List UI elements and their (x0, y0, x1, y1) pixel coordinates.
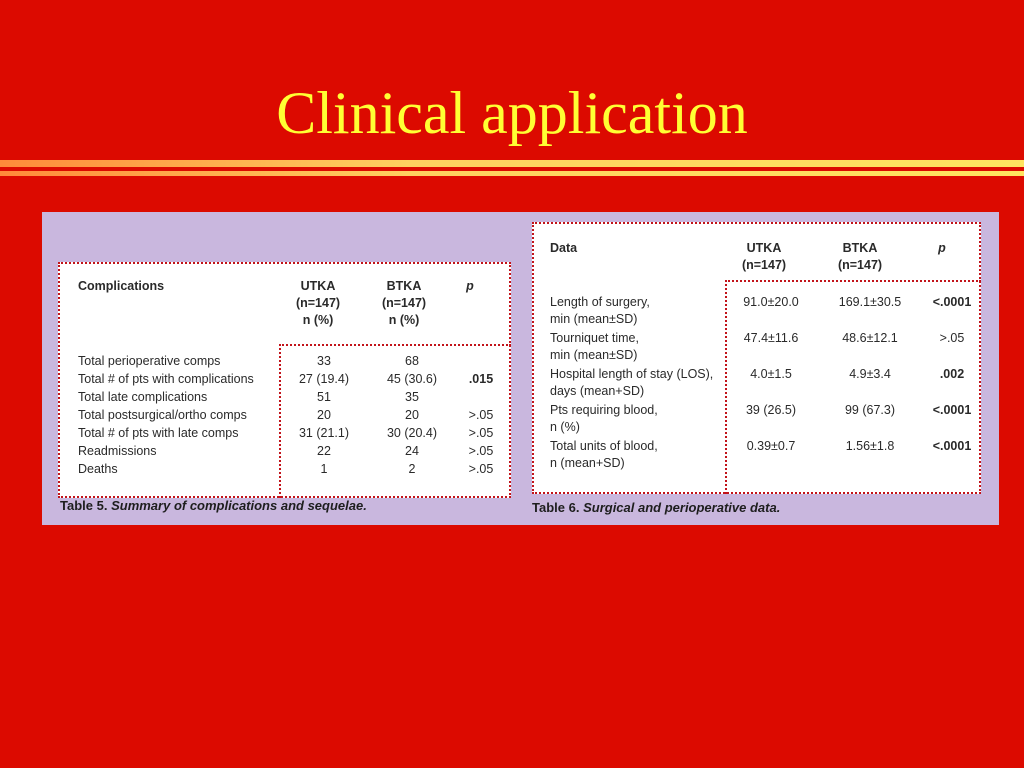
table-5-row-label: Deaths (78, 462, 118, 476)
table-5-row-utka: 33 (317, 354, 331, 368)
table-6-row-utka: 47.4±11.6 (743, 331, 799, 345)
table-6-header-btka: BTKA (n=147) (837, 241, 883, 272)
table-5-row-btka: 24 (405, 444, 419, 458)
table-6-row-label: Tourniquet time, min (mean±SD) (550, 331, 639, 362)
table-5-row-btka: 35 (405, 390, 419, 404)
title-divider-bottom (0, 171, 1024, 176)
table-5-row-btka: 20 (405, 408, 419, 422)
table-row (550, 294, 970, 330)
table-6-row-utka: 4.0±1.5 (750, 367, 792, 381)
table-6-header-data: Data (550, 241, 578, 255)
table-row (78, 352, 498, 370)
table-row (78, 442, 498, 460)
table-6-row-p: .002 (939, 367, 965, 381)
table-6-row-btka: 48.6±12.1 (842, 331, 898, 345)
table-5-row-utka: 22 (317, 444, 331, 458)
table-6-row-label: Hospital length of stay (LOS), days (mean+SD) (550, 367, 714, 398)
table-5-row-btka: 68 (405, 354, 419, 368)
table-5-row-label: Total # of pts with complications (78, 372, 254, 386)
table-5-row-btka: 30 (20.4) (386, 426, 438, 440)
table-6-row-utka: 39 (26.5) (745, 403, 797, 417)
table-6-row-utka: 0.39±0.7 (746, 439, 796, 453)
table-row (550, 402, 970, 438)
table-5-row-label: Total perioperative comps (78, 354, 221, 368)
table-5-row-p: >.05 (468, 426, 494, 440)
table-5-row-p: >.05 (468, 408, 494, 422)
table-5-row-p: .015 (468, 372, 494, 386)
title-divider-top (0, 160, 1024, 167)
table-row (550, 330, 970, 366)
table-5-row-utka: 1 (320, 462, 328, 476)
table-row (550, 438, 970, 474)
table-6-row-btka: 99 (67.3) (844, 403, 896, 417)
table-6 (532, 222, 981, 494)
table-6-row-label: Length of surgery, min (mean±SD) (550, 295, 650, 326)
table-6-caption-text: Surgical and perioperative data. (583, 500, 781, 515)
table-row (78, 460, 498, 478)
table-5-row-btka: 45 (30.6) (386, 372, 438, 386)
table-6-header-p: p (938, 241, 946, 255)
table-5-header-p: p (466, 279, 474, 293)
table-5-row-label: Readmissions (78, 444, 157, 458)
table-6-row-btka: 4.9±3.4 (849, 367, 891, 381)
table-5-row-label: Total # of pts with late comps (78, 426, 239, 440)
table-5-caption (60, 498, 367, 513)
table-5-header-utka: UTKA (n=147) n (%) (295, 279, 341, 327)
table-6-row-p: <.0001 (932, 295, 972, 309)
table-5-header-btka: BTKA (n=147) n (%) (381, 279, 427, 327)
table-6-row-utka: 91.0±20.0 (743, 295, 799, 309)
table-6-caption-label: Table 6. (532, 500, 580, 515)
table-5-row-label: Total late complications (78, 390, 208, 404)
table-5-row-btka: 2 (408, 462, 416, 476)
table-5-row-utka: 20 (317, 408, 331, 422)
table-5-row-utka: 51 (317, 390, 331, 404)
table-6-row-p: <.0001 (932, 439, 972, 453)
table-6-caption (532, 500, 780, 515)
table-6-divider-horizontal (725, 280, 981, 282)
table-5-caption-label: Table 5. (60, 498, 108, 513)
table-6-row-btka: 169.1±30.5 (838, 295, 902, 309)
table-5-divider-horizontal (279, 344, 511, 346)
table-6-header-utka: UTKA (n=147) (741, 241, 787, 272)
table-5-row-utka: 31 (21.1) (298, 426, 350, 440)
table-6-body (550, 294, 970, 474)
table-figure (42, 212, 999, 525)
table-6-row-label: Total units of blood, n (mean+SD) (550, 439, 658, 470)
table-6-row-p: <.0001 (932, 403, 972, 417)
table-5-body (78, 352, 498, 478)
slide-title: Clinical application (276, 80, 748, 146)
table-6-row-label: Pts requiring blood, n (%) (550, 403, 658, 434)
table-6-row-p: >.05 (939, 331, 965, 345)
table-5-row-p: >.05 (468, 462, 494, 476)
table-5-row-p: >.05 (468, 444, 494, 458)
table-5 (58, 262, 511, 498)
table-6-row-btka: 1.56±1.8 (845, 439, 895, 453)
table-5-caption-text: Summary of complications and sequelae. (111, 498, 367, 513)
table-row (78, 424, 498, 442)
table-5-row-utka: 27 (19.4) (298, 372, 350, 386)
table-row (78, 370, 498, 388)
table-5-row-label: Total postsurgical/ortho comps (78, 408, 247, 422)
table-5-header-complications: Complications (78, 279, 165, 293)
table-row (78, 406, 498, 424)
table-row (78, 388, 498, 406)
table-row (550, 366, 970, 402)
